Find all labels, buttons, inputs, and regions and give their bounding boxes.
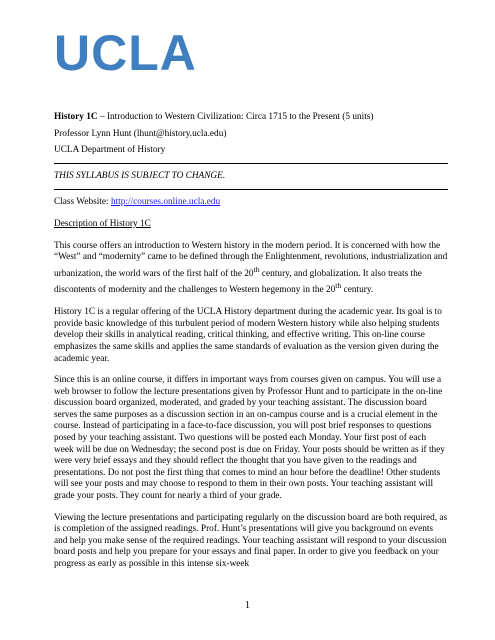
website-link[interactable]: http://courses.online.ucla.edu	[110, 197, 221, 208]
course-title: – Introduction to Western Civilization: Circa 1715 to the Present (5 units)	[97, 112, 374, 122]
course-code: History 1C	[54, 112, 98, 122]
section-heading: Description of History 1C	[54, 218, 151, 229]
course-title-line	[54, 112, 448, 124]
syllabus-page	[54, 112, 448, 571]
paragraph-2: History 1C is a regular offering of the UCLA History department during the academic year. Its goal is to provide basic knowledge of this turbulent period of modern Western history while also helping students develop their skills in analytical reading, critical thinking, and effective writing. This on-line course emphasizes the same skills and applies the same standards of evaluation as the version given during the academic year.	[54, 307, 442, 364]
professor-line: Professor Lynn Hunt (lhunt@history.ucla.edu)	[54, 128, 227, 139]
paragraph-1: This course offers an introduction to Western history in the modern period. It is concerned with how the “West” and “modernity” came to be defined through the Enlightenment, revolutions, industrialization and urbanization, the world wars of the first half of the 20th century, and globalization. It also treats the discontents of modernity and the challenges to Western hegemony in the 20th century.	[54, 240, 448, 296]
website-label: Class Website:	[54, 197, 111, 208]
paragraph-4: Viewing the lecture presentations and participating regularly on the discussion board are both required, as is completion of the assigned readings. Prof. Hunt’s presentations will give you background on events and help you make sense of the required readings. Your teaching assistant will respond to your discussion board posts and help you prepare for your essays and final paper. In order to give you feedback on your progress as early as possible in this intense six-week	[54, 512, 448, 569]
department-line: UCLA Department of History	[54, 145, 166, 156]
paragraph-3: Since this is an online course, it differs in important ways from courses given on campus. You will use a web browser to follow the lecture presentations given by Professor Hunt and to participate in the on-line discussion board organized, moderated, and graded by your teaching assistant. The discussion board serves the same purposes as a discussion section in an on-campus course and is a crucial element in the course. Instead of participating in a face-to-face discussion, you will post brief responses to questions posed by your teaching assistant. Two questions will be posted each Monday. Your first post of each week will be due on Wednesday; the second post is due on Friday. Your posts should be written as if they were very brief essays and they should reflect the thought that you have given to the readings and presentations. Do not post the first thing that comes to mind an hour before the deadline! Other students will see your posts and may choose to respond to them in their own posts. Your teaching assistant will grade your posts. They count for nearly a third of your grade.	[54, 375, 445, 502]
divider-top	[54, 163, 448, 164]
page-number: 1	[245, 600, 250, 611]
divider-bottom	[54, 189, 448, 190]
website-line	[54, 197, 448, 209]
change-notice: THIS SYLLABUS IS SUBJECT TO CHANGE.	[54, 170, 226, 181]
ucla-logo: UCLA	[54, 25, 197, 81]
